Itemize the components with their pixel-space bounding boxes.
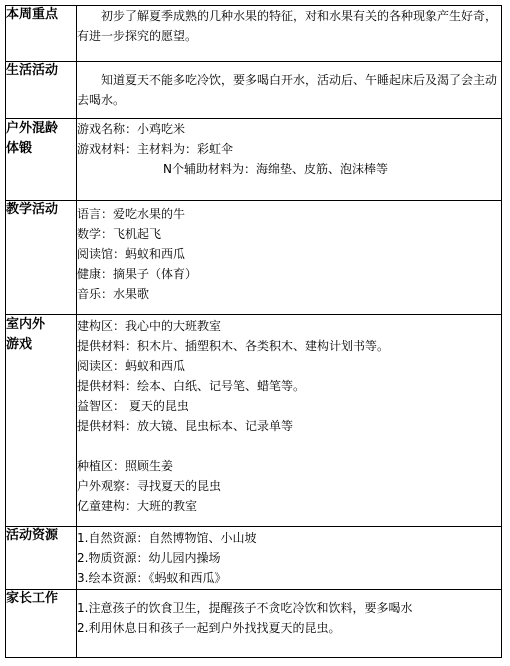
label-parents: 家长工作 bbox=[6, 590, 77, 658]
row-parents bbox=[6, 590, 502, 658]
teaching-line: 健康：摘果子（体育） bbox=[77, 267, 198, 281]
label-outdoor-line-1: 户外混龄 bbox=[6, 121, 59, 136]
games-line: 益智区： 夏天的昆虫 bbox=[77, 399, 189, 413]
row-resources bbox=[6, 527, 502, 590]
content-parents bbox=[77, 590, 502, 658]
games-line: 提供材料：积木片、插塑积木、各类积木、建构计划书等。 bbox=[77, 339, 390, 353]
teaching-line: 阅读馆：蚂蚁和西瓜 bbox=[77, 247, 186, 261]
outdoor-line: 游戏材料：主材料为：彩虹伞 bbox=[77, 142, 234, 156]
label-outdoor-line-2: 体锻 bbox=[6, 141, 33, 156]
weekly-plan-table bbox=[5, 5, 502, 658]
parents-line: 2.利用休息日和孩子一起到户外找找夏天的昆虫。 bbox=[77, 621, 341, 635]
games-line: 户外观察：寻找夏天的昆虫 bbox=[77, 479, 222, 493]
games-line: 种植区：照顾生姜 bbox=[77, 459, 174, 473]
resources-line: 2.物质资源：幼儿园内操场 bbox=[77, 551, 221, 565]
games-line: 提供材料：绘本、白纸、记号笔、蜡笔等。 bbox=[77, 379, 306, 393]
teaching-line: 音乐：水果歌 bbox=[77, 287, 150, 301]
label-teaching: 教学活动 bbox=[6, 201, 77, 315]
resources-line: 3.绘本资源：《蚂蚁和西瓜》 bbox=[77, 571, 227, 585]
games-line: 提供材料：放大镜、昆虫标本、记录单等 bbox=[77, 419, 294, 433]
outdoor-line: 游戏名称：小鸡吃米 bbox=[77, 122, 186, 136]
content-outdoor-exercise bbox=[77, 119, 502, 201]
label-games-line-1: 室内外 bbox=[6, 317, 46, 332]
games-spacer bbox=[77, 436, 501, 456]
teaching-line: 语言：爱吃水果的牛 bbox=[77, 207, 186, 221]
content-teaching bbox=[77, 201, 502, 315]
label-games-line-2: 游戏 bbox=[6, 337, 33, 352]
games-line: 亿童建构：大班的教室 bbox=[77, 499, 198, 513]
teaching-line: 数学：飞机起飞 bbox=[77, 227, 162, 241]
label-daily-life: 生活活动 bbox=[6, 62, 77, 119]
label-resources: 活动资源 bbox=[6, 527, 77, 590]
row-outdoor-exercise bbox=[6, 119, 502, 201]
label-outdoor-exercise bbox=[6, 119, 77, 201]
row-weekly-focus bbox=[6, 6, 502, 62]
label-games bbox=[6, 315, 77, 527]
resources-line: 1.自然资源：自然博物馆、小山坡 bbox=[77, 531, 257, 545]
games-line: 阅读区：蚂蚁和西瓜 bbox=[77, 359, 186, 373]
games-line: 建构区：我心中的大班教室 bbox=[77, 319, 222, 333]
row-games bbox=[6, 315, 502, 527]
weekly-focus-text: 初步了解夏季成熟的几种水果的特征，对和水果有关的各种现象产生好奇，有进一步探究的愿望。 bbox=[77, 9, 498, 43]
content-resources bbox=[77, 527, 502, 590]
row-teaching bbox=[6, 201, 502, 315]
row-daily-life bbox=[6, 62, 502, 119]
content-daily-life bbox=[77, 62, 502, 119]
label-weekly-focus: 本周重点 bbox=[6, 6, 77, 62]
daily-life-text: 知道夏天不能多吃冷饮，要多喝白开水，活动后、午睡起床后及渴了会主动去喝水。 bbox=[77, 73, 498, 107]
outdoor-line: N个辅助材料为：海绵垫、皮筋、泡沫棒等 bbox=[163, 162, 388, 176]
content-weekly-focus bbox=[77, 6, 502, 62]
parents-line: 1.注意孩子的饮食卫生，提醒孩子不贪吃冷饮和饮料，要多喝水 bbox=[77, 601, 413, 615]
content-games bbox=[77, 315, 502, 527]
